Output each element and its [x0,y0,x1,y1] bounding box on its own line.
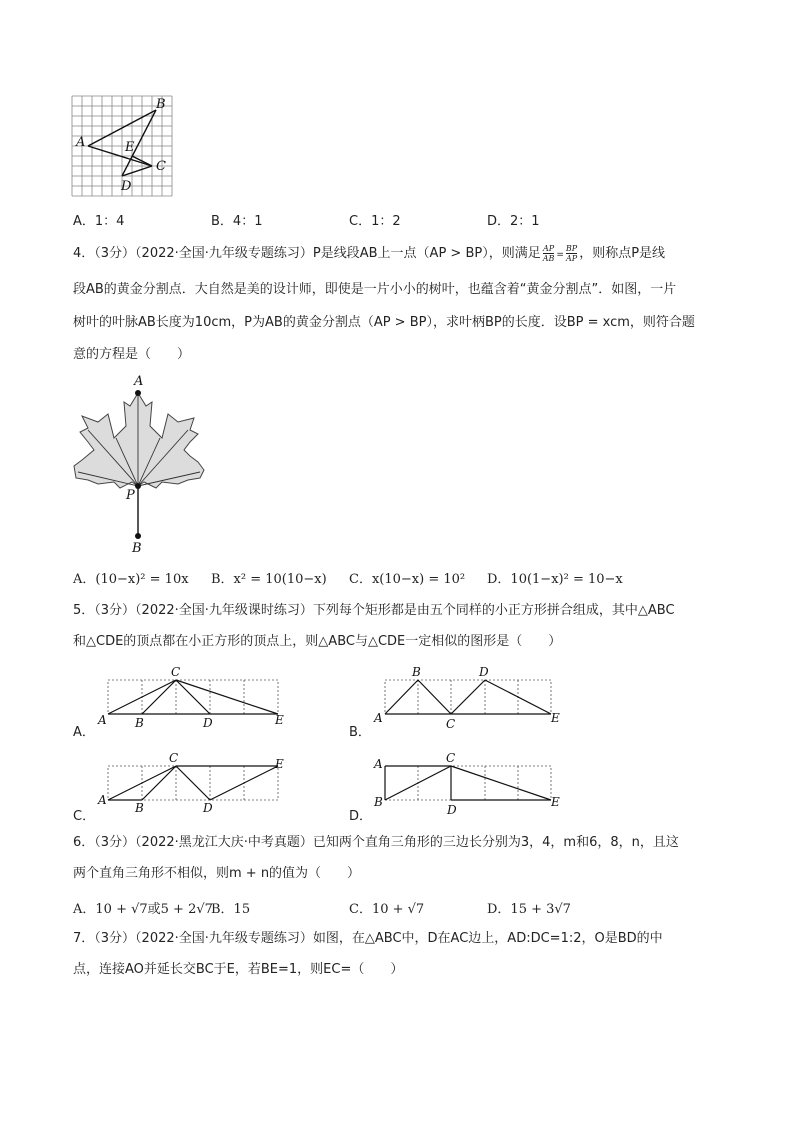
q5-figure-d [369,748,569,820]
q6-stem-line1: 6．（3分）（2022·黑龙江大庆·中考真题）已知两个直角三角形的三边长分别为3，4，m和6，8，n，且这 [73,835,679,850]
q7-stem-line2: 点，连接AO并延长交BC于E，若BE=1，则EC=（ ） [73,962,404,977]
q5c-label-c: C [169,751,179,765]
q3-label-c: C [156,159,166,174]
q3-option-c[interactable]: C．1：2 [349,214,401,229]
q6-option-d[interactable]: D．15 + 3√7 [487,902,571,917]
q4-option-d[interactable]: D．10(1−x)² = 10−x [487,572,623,587]
q5-option-d[interactable]: D． [349,809,373,824]
q4-source: 4．（3分）（2022·全国·九年级专题练习） [73,246,313,261]
q4-option-c[interactable]: C．x(10−x) = 10² [349,572,466,587]
q4-maple-leaf-figure [68,368,228,558]
q4-stem-line1: 4．（3分）（2022·全国·九年级专题练习）P是线段AB上一点（AP > BP），则满足 $\frac{AP}{AB}$ = $\frac{BP}{AP}$ ，则称点P是线 [73,244,666,263]
q6-option-b[interactable]: B．15 [211,902,251,917]
q4-fraction-bp-ap: $\frac{BP}{AP}$ [565,244,578,263]
q3-label-b: B [156,97,166,112]
q5-option-a[interactable]: A． [73,725,95,740]
q5d-label-e: E [551,795,560,809]
q4-option-a[interactable]: A．(10−x)² = 10x [73,572,189,587]
q5-figure-b [369,662,569,734]
q3-label-a: A [76,135,86,150]
q5-figure-c [93,748,293,820]
q3-option-b[interactable]: B．4：1 [211,214,263,229]
q4-label-a: A [134,374,144,389]
q5d-label-b: B [374,795,383,809]
q6-option-a[interactable]: A．10 + √7或5 + 2√7 [73,902,213,917]
q5a-label-c: C [171,665,181,679]
q4-condition: P是线段AB上一点（AP > BP），则满足 [312,246,541,261]
q5c-label-a: A [98,793,107,807]
q3-grid-figure [68,90,178,200]
q5b-label-e: E [551,711,560,725]
q6-option-c[interactable]: C．10 + √7 [349,902,425,917]
q5a-label-d: D [203,716,213,730]
q3-option-a[interactable]: A．1：4 [73,214,125,229]
q4-fraction-ap-ab: $\frac{AP}{AB}$ [542,244,555,263]
q5-option-c[interactable]: C． [73,809,96,824]
q3-option-d[interactable]: D．2：1 [487,214,540,229]
q5-figure-a [93,664,293,734]
q5c-label-d: D [203,801,213,815]
q3-label-e: E [125,140,135,155]
q5d-label-a: A [374,757,383,771]
q5b-label-b: B [412,665,421,679]
q4-stem-line4: 意的方程是（ ） [73,347,191,362]
q5-stem-line2: 和△CDE的顶点都在小正方形的顶点上，则△ABC与△CDE一定相似的图形是（ ） [73,634,562,649]
q4-label-p: P [126,488,135,503]
q5b-label-c: C [446,717,456,731]
q5d-label-d: D [447,803,457,817]
q5-option-b[interactable]: B． [349,725,371,740]
q4-stem-line3: 树叶的叶脉AB长度为10cm，P为AB的黄金分割点（AP > BP），求叶柄BP的长度．设BP = xcm，则符合题 [73,315,695,330]
q5d-label-c: C [446,751,456,765]
q5a-label-a: A [98,713,107,727]
q7-stem-line1: 7．（3分）（2022·全国·九年级专题练习）如图，在△ABC中，D在AC边上，AD:DC=1:2，O是BD的中 [73,931,663,946]
q5c-label-b: B [135,801,144,815]
q4-label-b: B [132,541,142,556]
q5a-label-e: E [275,713,284,727]
q5b-label-d: D [479,665,489,679]
q5a-label-b: B [135,716,144,730]
q4-option-b[interactable]: B．x² = 10(10−x) [211,572,327,587]
q5c-label-e: E [275,757,284,771]
q5-stem-line1: 5．（3分）（2022·全国·九年级课时练习）下列每个矩形都是由五个同样的小正方形拼合组成，其中△ABC [73,603,675,618]
q5b-label-a: A [374,711,383,725]
q6-stem-line2: 两个直角三角形不相似，则m + n的值为（ ） [73,866,361,881]
q3-label-d: D [121,179,132,194]
q4-stem-line2: 段AB的黄金分割点．大自然是美的设计师，即使是一片小小的树叶，也蕴含着“黄金分割点”．如图，一片 [73,282,677,297]
